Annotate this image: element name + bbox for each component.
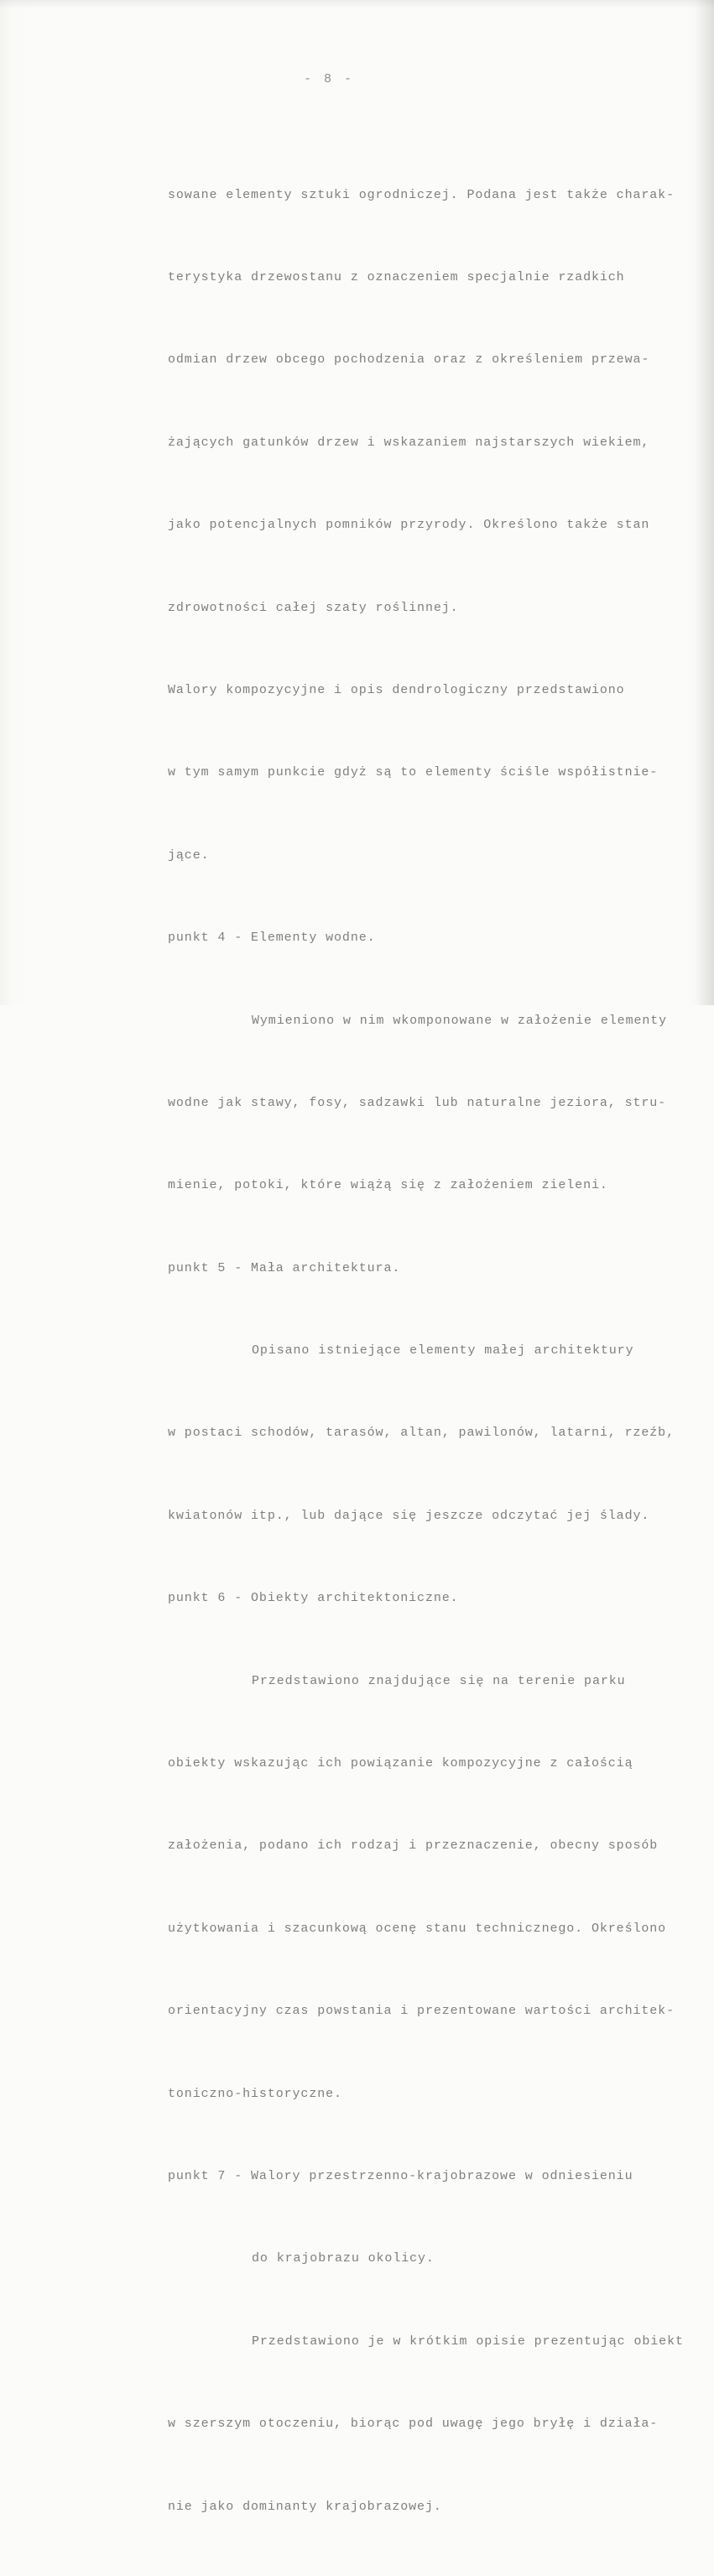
text-line: jące. bbox=[168, 847, 210, 863]
text-line: terystyka drzewostanu z oznaczeniem specjalnie rzadkich bbox=[168, 269, 625, 284]
text-line: sowane elementy sztuki ogrodniczej. Podana jest także charak- bbox=[168, 187, 675, 202]
text-line: w postaci schodów, tarasów, altan, pawilonów, latarni, rzeźb, bbox=[168, 1426, 675, 1441]
paragraph-first-line: Opisano istniejące elementy małej architektury bbox=[252, 1343, 634, 1358]
page-top-edge bbox=[0, 0, 714, 8]
text-line: nie jako dominanty krajobrazowej. bbox=[168, 2499, 442, 2514]
text-line: zdrowotności całej szaty roślinnej. bbox=[168, 600, 459, 615]
text-line: założenia, podano ich rodzaj i przeznaczenie, obecny sposób bbox=[168, 1838, 659, 1854]
text-line: orientacyjny czas powstania i prezentowane wartości architek- bbox=[168, 2004, 675, 2019]
paragraph-first-line: Przedstawiono je w krótkim opisie prezentując obiekt bbox=[252, 2334, 684, 2349]
text-line: kwiatonów itp., lub dające się jeszcze odczytać jej ślady. bbox=[168, 1508, 650, 1523]
text-line: w szerszym otoczeniu, biorąc pod uwagę jego bryłę i działa- bbox=[168, 2417, 659, 2432]
text-line: w tym samym punkcie gdyż są to elementy ściśle współistnie- bbox=[168, 765, 659, 780]
section-heading-6: punkt 6 - Obiekty architektoniczne. bbox=[168, 1591, 459, 1606]
text-line: jako potencjalnych pomników przyrody. Określono także stan bbox=[168, 518, 650, 533]
text-line: Walory kompozycyjne i opis dendrologiczny przedstawiono bbox=[168, 682, 625, 697]
text-line: mienie, potoki, które wiążą się z założeniem zieleni. bbox=[168, 1178, 608, 1193]
section-heading-4: punkt 4 - Elementy wodne. bbox=[168, 931, 376, 946]
text-line: odmian drzew obcego pochodzenia oraz z określeniem przewa- bbox=[168, 352, 650, 368]
paragraph-first-line: Przedstawiono znajdujące się na terenie parku bbox=[252, 1673, 626, 1688]
text-line: wodne jak stawy, fosy, sadzawki lub naturalne jeziora, stru- bbox=[168, 1095, 667, 1110]
text-line: żających gatunków drzew i wskazaniem najstarszych wiekiem, bbox=[168, 435, 650, 450]
text-line: obiekty wskazując ich powiązanie kompozycyjne z całością bbox=[168, 1756, 633, 1771]
heading-continuation: do krajobrazu okolicy. bbox=[252, 2251, 435, 2266]
text-line: użytkowania i szacunkową ocenę stanu technicznego. Określono bbox=[168, 1921, 667, 1936]
paragraph-first-line: Wymieniono w nim wkomponowane w założenie elementy bbox=[252, 1013, 668, 1028]
section-heading-5: punkt 5 - Mała architektura. bbox=[168, 1260, 401, 1275]
text-line: toniczno-historyczne. bbox=[168, 2086, 342, 2101]
page-number: - 8 - bbox=[304, 72, 355, 86]
section-heading-7: punkt 7 - Walory przestrzenno-krajobrazowe w odniesieniu bbox=[168, 2168, 633, 2183]
body-text bbox=[168, 127, 705, 2576]
